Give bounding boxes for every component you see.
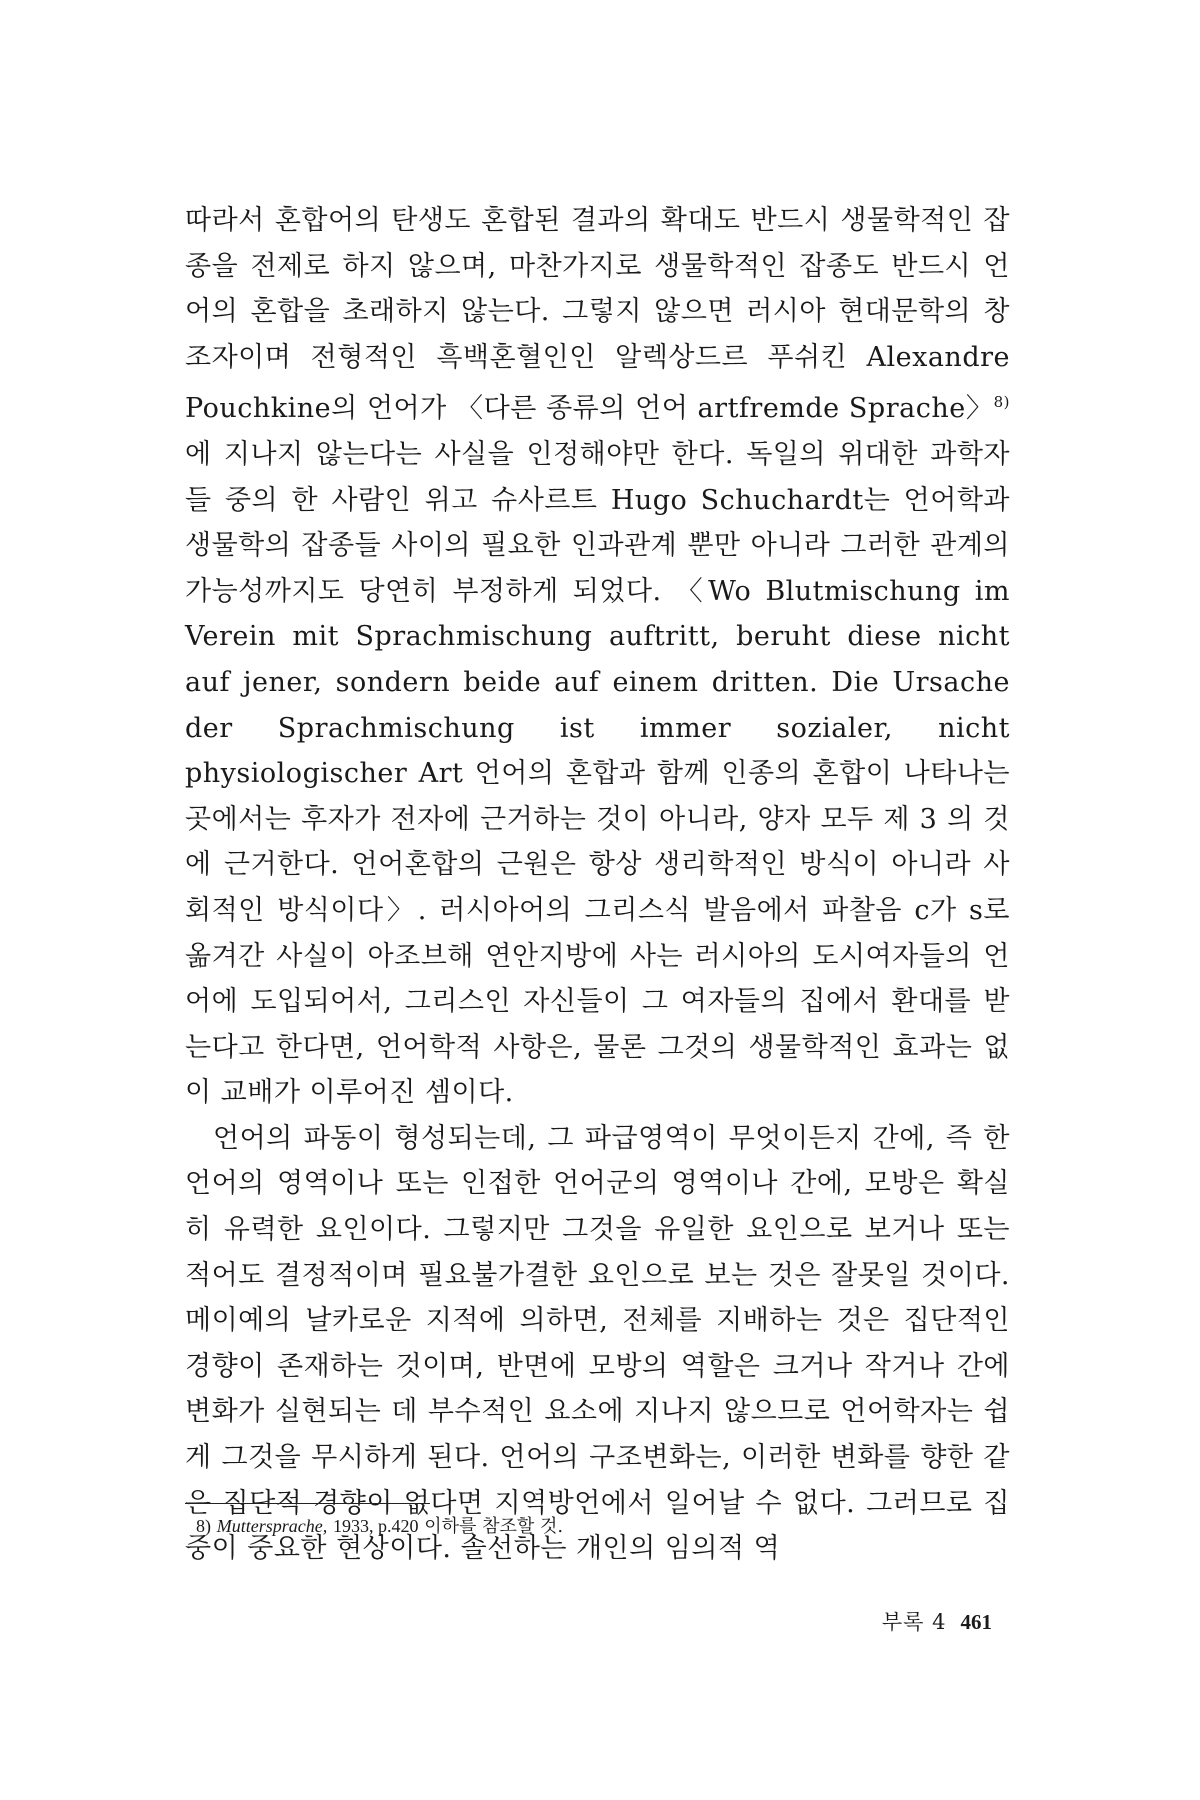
footnote-note: 이하를 참조할 것. bbox=[424, 1516, 564, 1537]
paragraph-text: 따라서 혼합어의 탄생도 혼합된 결과의 확대도 반드시 생물학적인 잡종을 전제로 하지 않으며, 마찬가지로 생물학적인 잡종도 반드시 언어의 혼합을 초래하지 않는다. 그렇지 않으면 러시아 현대문학의 창조자이며 전형적인 흑백혼혈인인 알렉상드르 푸쉬킨 Alexandre Pouchkine의 언어가 〈다른 종류의 언어 artfremde Sprache〉 bbox=[185, 205, 1010, 425]
paragraph-text: 에 지나지 않는다는 사실을 인정해야만 한다. 독일의 위대한 과학자들 중의 한 사람인 위고 슈사르트 Hugo Schuchardt는 언어학과 생물학의 잡종들 사이의 필요한 인과관계 뿐만 아니라 그러한 관계의 가능성까지도 당연히 부정하게 되었다. 〈Wo Blutmischung im Verein mit Sprachmischung auftritt, beruht diese nicht auf jener, sondern beide auf einem dritten. Die Ursache der Sprachmischung ist immer sozialer, nicht physiologischer Art 언어의 혼합과 함께 인종의 혼합이 나타나는 곳에서는 후자가 전자에 근거하는 것이 아니라, 양자 모두 제 3 의 것에 근거한다. 언어혼합의 근원은 항상 생리학적인 방식이 아니라 사회적인 방식이다〉. 러시아어의 그리스식 발음에서 파찰음 c가 s로 옮겨간 사실이 아조브해 연안지방에 사는 러시아의 도시여자들의 언어에 도입되어서, 그리스인 자신들이 그 여자들의 집에서 환대를 받는다고 한다면, 언어학적 사항은, 물론 그것의 생물학적인 효과는 없이 교배가 이루어진 셈이다. bbox=[185, 438, 1010, 1109]
footnote-citation: 1933, p.420 bbox=[332, 1516, 419, 1536]
page-footer bbox=[882, 1606, 992, 1636]
footer-section-label: 부록 4 bbox=[881, 1610, 947, 1634]
footnote-reference[interactable]: 8) bbox=[993, 393, 1010, 412]
footnote-title: Muttersprache, bbox=[216, 1516, 328, 1536]
body-paragraph bbox=[185, 198, 1010, 1116]
body-text bbox=[185, 198, 1010, 1572]
page-number: 461 bbox=[960, 1610, 992, 1634]
footnote bbox=[196, 1513, 563, 1540]
paragraph-text: 언어의 파동이 형성되는데, 그 파급영역이 무엇이든지 간에, 즉 한 언어의 영역이나 또는 인접한 언어군의 영역이나 간에, 모방은 확실히 유력한 요인이다. 그렇지만 그것을 유일한 요인으로 보거나 또는 적어도 결정적이며 필요불가결한 요인으로 보는 것은 잘못일 것이다. 메이예의 날카로운 지적에 의하면, 전체를 지배하는 것은 집단적인 경향이 존재하는 것이며, 반면에 모방의 역할은 크거나 작거나 간에 변화가 실현되는 데 부수적인 요소에 지나지 않으므로 언어학자는 쉽게 그것을 무시하게 된다. 언어의 구조변화는, 이러한 변화를 향한 같은 집단적 경향이 없다면 지역방언에서 일어날 수 없다. 그러므로 집중이 중요한 현상이다. 솔선하는 개인의 임의적 역 bbox=[185, 1122, 1010, 1565]
footnote-marker: 8) bbox=[196, 1516, 211, 1536]
footnote-divider bbox=[185, 1503, 430, 1504]
